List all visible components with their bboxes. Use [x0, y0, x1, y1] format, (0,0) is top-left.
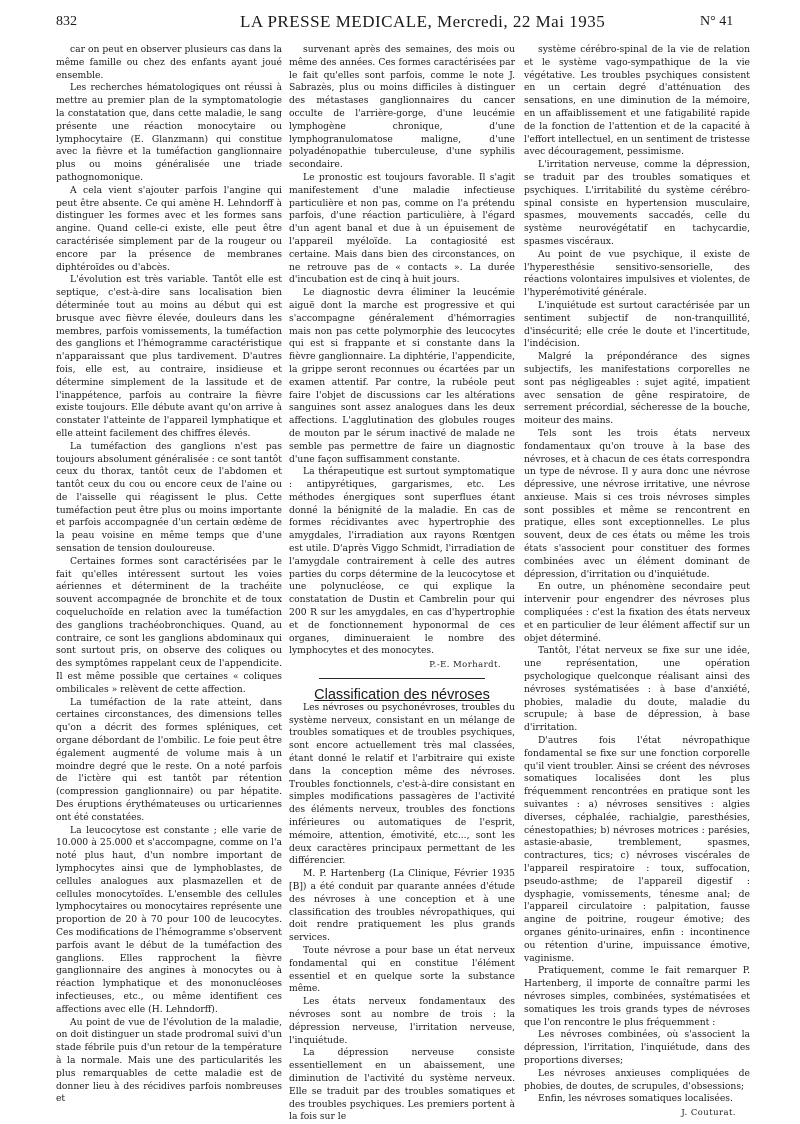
paragraph: La leucocytose est constante ; elle varie de 10.000 à 25.000 et s'accompagne, comme on l'a noté plus haut, d'un nombre important de lymphocytes ainsi que de lymphoblastes, de cellules analogues aux plasmazellen et de cellules monocytoïdes. L'ensemble des cellules lymphocytaires ou monocytaires représente une proportion de 20 à 70 pour 100 de leucocytes. Ces modifications de l'hémogramme s'observent parfois avant le début de la tuméfaction des ganglions. Elles rapprochent la fièvre ganglionnaire des angines à monocytes ou à réaction lymphatique et des mononucléoses infectieuses, etc., ou même identifient ces affections avec elle (H. Lehndorff).: [56, 824, 282, 1015]
paragraph: Certaines formes sont caractérisées par le fait qu'elles intéressent surtout les voies aériennes et déterminent de la trachéite souvent accompagnée de bronchite et de toux coqueluchoïde en relation avec la tuméfaction des ganglions trachéobronchiques. Quand, au contraire, ce sont les ganglions abdominaux qui sont surtout pris, on observe des coliques ou des symptômes rappelant ceux de l'appendicite. Il est même possible que certaines « coliques ombilicales » relèvent de cette affection.: [56, 555, 282, 695]
paragraph: Au point de vue psychique, il existe de l'hyperesthésie sensitivo-sensorielle, des réactions volontaires impulsives et violentes, de l'hyperémotivité générale.: [524, 248, 750, 299]
paragraph: Tels sont les trois états nerveux fondamentaux qu'on trouve à la base des névroses, et à chacun de ces états correspondra un type de névrose. Il y aura donc une névrose dépressive, une névrose irritative, une névrose anxieuse. Mais si ces trois névroses simples sont possibles et même se rencontrent en pratique, elles sont exceptionnelles. Le plus souvent, deux de ces états ou même les trois états s'associent pour constituer des formes combinées avec un élément dominant de dépression, d'irritation ou d'inquiétude.: [524, 427, 750, 580]
page-number: 832: [56, 14, 77, 29]
paragraph: Les états nerveux fondamentaux des névroses sont au nombre de trois : la dépression nerveuse, l'irritation nerveuse, l'inquiétude.: [289, 996, 515, 1046]
paragraph: L'irritation nerveuse, comme la dépression, se traduit par des troubles somatiques et psychiques. L'irritabilité du système cérébro-spinal consiste en hypertension musculaire, spasmes, mouvements saccadés, celle du système neurovégétatif en tachycardie, spasmes viscéraux.: [524, 159, 750, 247]
paragraph: La tuméfaction de la rate atteint, dans certaines circonstances, des dimensions telles qu'on a décrit des formes spléniques, cet organe débordant de l'ombilic. Le foie peut être également augmenté de volume mais à un moindre degré que le reste. On a noté parfois de l'ictère qui est tantôt par rétention (compression ganglionnaire) ou par hépatite. Des éruptions érythémateuses ou urticariennes ont été constatées.: [56, 696, 282, 823]
paragraph: Les névroses ou psychonévroses, troubles du système nerveux, consistant en un mélange de troubles somatiques et de troubles psychiques, sont encore actuellement très mal classées, étant donné le relatif et l'arbitraire qui existe dans la conception même des névroses. Troubles fonctionnels, c'est-à-dire consistant en simples modifications passagères de l'activité des éléments nerveux, troubles des fonctions inférieures ou automatiques de l'esprit, mémoire, attention, émotivité, etc..., sont les deux caractères principaux permettant de les différencier.: [289, 701, 515, 867]
paragraph: Les recherches hématologiques ont réussi à mettre au premier plan de la symptomatologie la constatation que, dans cette maladie, le sang présente une réaction monocytaire ou lymphocytaire (E. Glanzmann) qui constitue avec la fièvre et la tuméfaction ganglionnaire plus ou moins généralisée une triade pathognomonique.: [56, 82, 282, 183]
paragraph: L'évolution est très variable. Tantôt elle est septique, c'est-à-dire sans localisation bien déterminée tout au moins au début qui est brusque avec fièvre élevée, douleurs dans les membres, parfois vomissements, la tuméfaction des ganglions et l'hémogramme caractéristique n'apparaissant que plus tardivement. D'autres fois, elle est, au contraire, insidieuse et détermine simplement de la lassitude et de l'inappétence, parfois au contraire la fièvre existe toujours. Elle débute avant qu'on arrive à constater l'atteinte de l'appareil lymphatique et elle atteint facilement des chiffres élevés.: [56, 274, 282, 439]
article-title: Classification des névroses: [314, 687, 490, 704]
paragraph: L'inquiétude est surtout caractérisée par un sentiment subjectif de non-tranquillité, d'insécurité; elle crée le doute et l'incertitude, l'indécision.: [524, 299, 750, 350]
paragraph: car on peut en observer plusieurs cas dans la même famille ou chez des enfants ayant joué ensemble.: [56, 44, 282, 81]
paragraph: Malgré la prépondérance des signes subjectifs, les manifestations corporelles ne sont pas négligeables : sujet agité, impatient avec sensation de gêne respiratoire, de serrement précordial, sécheresse de la bouche, moiteur des mains.: [524, 351, 750, 427]
issue-number: N° 41: [700, 14, 734, 29]
paragraph: D'autres fois l'état névropathique fondamental se fixe sur une fonction corporelle qu'il vient troubler. Ainsi se créent des névroses somatiques localisées dont les plus fréquemment rencontrées en pratique sont les suivantes : a) névroses sensitives : algies diverses, céphalée, rachialgie, paresthésies, cénestopathies; b) névroses motrices : parésies, astasie-abasie, tremblement, spasmes, contractures, tics; c) névroses viscérales de l'appareil respiratoire : toux, suffocation, pseudo-asthme; de l'appareil digestif : dysphagie, vomissements, ténesme anal; de l'appareil circulatoire : palpitation, fausse angine de poitrine, rougeur émotive; des organes génito-urinaires, enfin : incontinence ou rétention d'urine, impuissance émotive, vaginisme.: [524, 735, 750, 964]
paragraph: La dépression nerveuse consiste essentiellement en un abaissement, une diminution de l'activité du système nerveux. Elle se traduit par des troubles somatiques et des troubles psychiques. Les premiers portent à la fois sur le: [289, 1047, 515, 1123]
paragraph: La thérapeutique est surtout symptomatique : antipyrétiques, gargarismes, etc. Les méthodes énergiques sont superflues étant donné la bénignité de la maladie. En cas de formes récidivantes avec hypertrophie des amygdales, l'irradiation aux rayons Rœntgen est utile. D'après Viggo Schmidt, l'irradiation de l'amygdale contrairement à celle des autres parties du corps détermine de la leucocytose et une polynucléose, ce qui explique la constatation de Dustin et Cambrelin pour qui 200 R sur les amygdales, en cas d'hypertrophie et de fonctionnement hyponormal de ces organes, diminueraient le nombre des lymphocytes et des monocytes.: [289, 466, 515, 657]
paragraph: Pratiquement, comme le fait remarquer P. Hartenberg, il importe de connaître parmi les névroses simples, combinées, systématisées et somatiques les trois grands types de névroses que l'on rencontre le plus fréquemment :: [524, 965, 750, 1028]
paragraph: En outre, un phénomène secondaire peut intervenir pour engendrer des névroses plus compliquées : c'est la fixation des états nerveux et en particulier de leur élément affectif sur un objet déterminé.: [524, 581, 750, 644]
paragraph: La tuméfaction des ganglions n'est pas toujours absolument généralisée : ce sont tantôt ceux du thorax, tantôt ceux de l'abdomen et tantôt ceux du cou ou encore ceux de l'aine ou de l'aisselle qui réagissent le plus. Cette tuméfaction peut être plus ou moins importante et parfois accompagnée d'un certain œdème de la peau voisine en même temps que d'une sensation de tension douloureuse.: [56, 440, 282, 555]
paragraph: système cérébro-spinal de la vie de relation et le système vago-sympathique de la vie végétative. Les troubles psychiques consistent en un certain degré d'atténuation des sensations, en une diminution de la mémoire, en un affaiblissement et une fatigabilité rapide de la fonction de l'attention et de la capacité à l'effort intellectuel, en un sentiment de tristesse avec découragement, pessimisme.: [524, 44, 750, 158]
column-3: [524, 44, 750, 1119]
paragraph: Le pronostic est toujours favorable. Il s'agit manifestement d'une maladie infectieuse particulière et non pas, comme on l'a prétendu parfois, d'une réaction particulière, à l'égard d'un agent banal et due à un épuisement de l'appareil myéloïde. La contagiosité est certaine. Mais dans bien des circonstances, on ne retrouve pas de « contacts ». La durée d'incubation est de cinq à huit jours.: [289, 171, 515, 286]
paragraph: Le diagnostic devra éliminer la leucémie aiguë dont la marche est progressive et qui s'accompagne généralement d'hémorragies mais non pas cette polymorphie des leucocytes qui est si frappante et si constante dans la fièvre ganglionnaire. La diphtérie, l'appendicite, la grippe seront reconnues ou écartées par un examen attentif. Par contre, la rubéole peut faire l'objet de discussions car les altérations sanguines sont assez analogues dans les deux affections. L'agglutination des globules rouges de mouton par le sérum inactivé de malade ne semble pas permettre de faire un diagnostic d'une façon suffisamment constante.: [289, 287, 515, 465]
section-divider: [319, 678, 485, 679]
column-2: [289, 44, 515, 1124]
paragraph: Enfin, les névroses somatiques localisées.: [538, 1093, 733, 1105]
masthead: LA PRESSE MEDICALE, Mercredi, 22 Mai 1935: [240, 12, 606, 31]
paragraph: survenant après des semaines, des mois ou même des années. Ces formes caractérisées par le fait qu'elles sont parfois, comme le note J. Sabrazès, plus ou moins difficiles à distinguer des métastases ganglionnaires du cancer occulte de l'arrière-gorge, d'une leucémie lymphogène chronique, d'une lymphogranulomatose maligne, d'une polyadénopathie tuberculeuse, d'une syphilis secondaire.: [289, 44, 515, 171]
paragraph: Toute névrose a pour base un état nerveux fondamental qui en constitue l'élément essentiel et en quelque sorte la substance même.: [289, 944, 515, 995]
page-header: [0, 0, 800, 30]
paragraph: Tantôt, l'état nerveux se fixe sur une idée, une représentation, une opération psychologique quelconque réalisant ainsi des névroses systématisées : à base d'anxiété, phobies, maladie du doute, maladie du scrupule; à base de dépression, à base d'irritation.: [524, 645, 750, 734]
paragraph: Les névroses anxieuses compliquées de phobies, de doutes, de scrupules, d'obsessions;: [524, 1067, 750, 1092]
paragraph: Au point de vue de l'évolution de la maladie, on doit distinguer un stade prodromal suivi d'un stade fébrile puis d'un retour de la température à la normale. Mais une des particularités les plus remarquables de cette maladie est de donner lieu à des récidives parfois nombreuses et: [56, 1016, 282, 1105]
column-1: [56, 44, 282, 1106]
author-signature: J. Couturat.: [681, 1107, 736, 1118]
paragraph: M. P. Hartenberg (La Clinique, Février 1935 [B]) a été conduit par quarante années d'étude des névroses à une conception et à une classification des troubles névropathiques, qui doit rendre pratiquement les plus grands services.: [289, 868, 515, 944]
author-signature: P.-E. Morhardt.: [429, 659, 501, 670]
paragraph: Les névroses combinées, où s'associent la dépression, l'irritation, l'inquiétude, dans des proportions diverses;: [524, 1029, 750, 1066]
paragraph: A cela vient s'ajouter parfois l'angine qui peut être absente. Ce qui amène H. Lehndorff à distinguer les formes avec et les formes sans angine. Quand celle-ci existe, elle peut être caractérisée simplement par de la rougeur ou encore par la présence de membranes diphtéroïdes ou d'abcès.: [56, 184, 282, 273]
